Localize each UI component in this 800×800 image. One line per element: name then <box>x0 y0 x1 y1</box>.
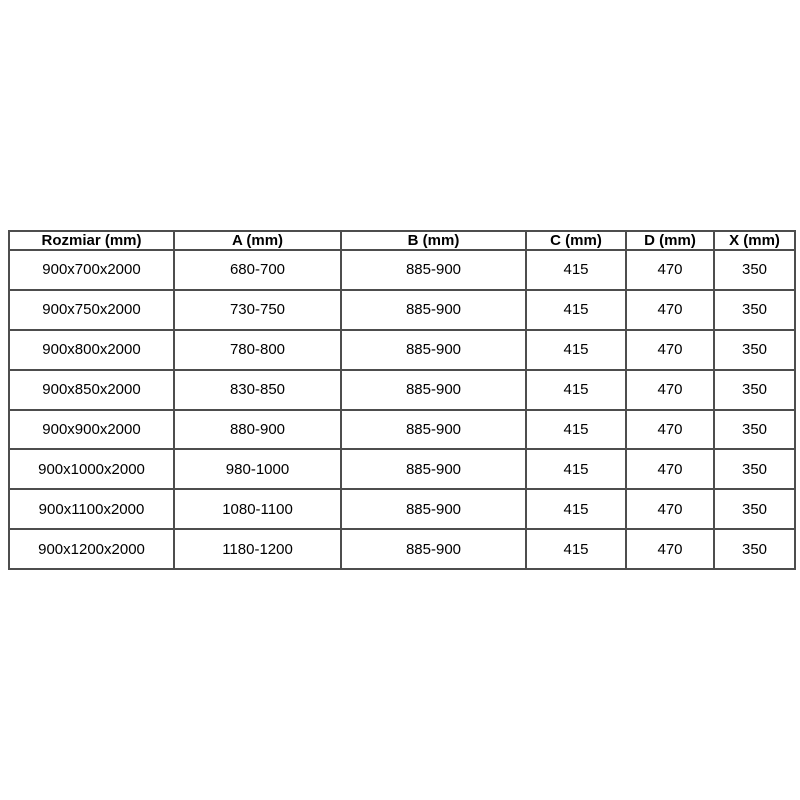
table-row <box>9 489 795 529</box>
table-cell: 350 <box>714 290 795 330</box>
table-cell: 1080-1100 <box>174 489 341 529</box>
table-cell: 350 <box>714 330 795 370</box>
table-cell: 415 <box>526 250 626 290</box>
header-row <box>9 231 795 250</box>
table-cell: 885-900 <box>341 410 526 450</box>
table-cell: 900x850x2000 <box>9 370 174 410</box>
table-cell: 680-700 <box>174 250 341 290</box>
table-cell: 350 <box>714 250 795 290</box>
table-row <box>9 410 795 450</box>
table-cell: 350 <box>714 370 795 410</box>
column-header-b: B (mm) <box>341 231 526 250</box>
table-cell: 730-750 <box>174 290 341 330</box>
table-cell: 900x700x2000 <box>9 250 174 290</box>
table-row <box>9 330 795 370</box>
column-header-d: D (mm) <box>626 231 714 250</box>
table-cell: 415 <box>526 529 626 569</box>
table-cell: 470 <box>626 449 714 489</box>
table-cell: 885-900 <box>341 489 526 529</box>
size-spec-table <box>8 230 796 570</box>
table-cell: 900x1200x2000 <box>9 529 174 569</box>
table-cell: 470 <box>626 410 714 450</box>
column-header-rozmiar: Rozmiar (mm) <box>9 231 174 250</box>
table-cell: 415 <box>526 330 626 370</box>
table-cell: 415 <box>526 290 626 330</box>
table-cell: 900x900x2000 <box>9 410 174 450</box>
table-cell: 415 <box>526 449 626 489</box>
table-cell: 830-850 <box>174 370 341 410</box>
table-cell: 350 <box>714 489 795 529</box>
column-header-a: A (mm) <box>174 231 341 250</box>
table-row <box>9 529 795 569</box>
table-cell: 900x750x2000 <box>9 290 174 330</box>
column-header-x: X (mm) <box>714 231 795 250</box>
table-cell: 880-900 <box>174 410 341 450</box>
table-cell: 900x1000x2000 <box>9 449 174 489</box>
table-cell: 885-900 <box>341 250 526 290</box>
table-cell: 470 <box>626 330 714 370</box>
column-header-c: C (mm) <box>526 231 626 250</box>
table-cell: 470 <box>626 489 714 529</box>
table-cell: 350 <box>714 449 795 489</box>
table-cell: 415 <box>526 370 626 410</box>
table-cell: 415 <box>526 410 626 450</box>
table-cell: 350 <box>714 529 795 569</box>
table-cell: 980-1000 <box>174 449 341 489</box>
table-cell: 470 <box>626 250 714 290</box>
table-cell: 900x800x2000 <box>9 330 174 370</box>
table-cell: 415 <box>526 489 626 529</box>
table-cell: 885-900 <box>341 449 526 489</box>
table-row <box>9 370 795 410</box>
table-cell: 885-900 <box>341 370 526 410</box>
table-cell: 470 <box>626 529 714 569</box>
table-row <box>9 290 795 330</box>
table-cell: 470 <box>626 290 714 330</box>
table-cell: 900x1100x2000 <box>9 489 174 529</box>
table-cell: 1180-1200 <box>174 529 341 569</box>
table-cell: 885-900 <box>341 290 526 330</box>
table-row <box>9 449 795 489</box>
table-cell: 780-800 <box>174 330 341 370</box>
table-cell: 885-900 <box>341 330 526 370</box>
table-row <box>9 250 795 290</box>
table-cell: 470 <box>626 370 714 410</box>
table-cell: 350 <box>714 410 795 450</box>
table-cell: 885-900 <box>341 529 526 569</box>
